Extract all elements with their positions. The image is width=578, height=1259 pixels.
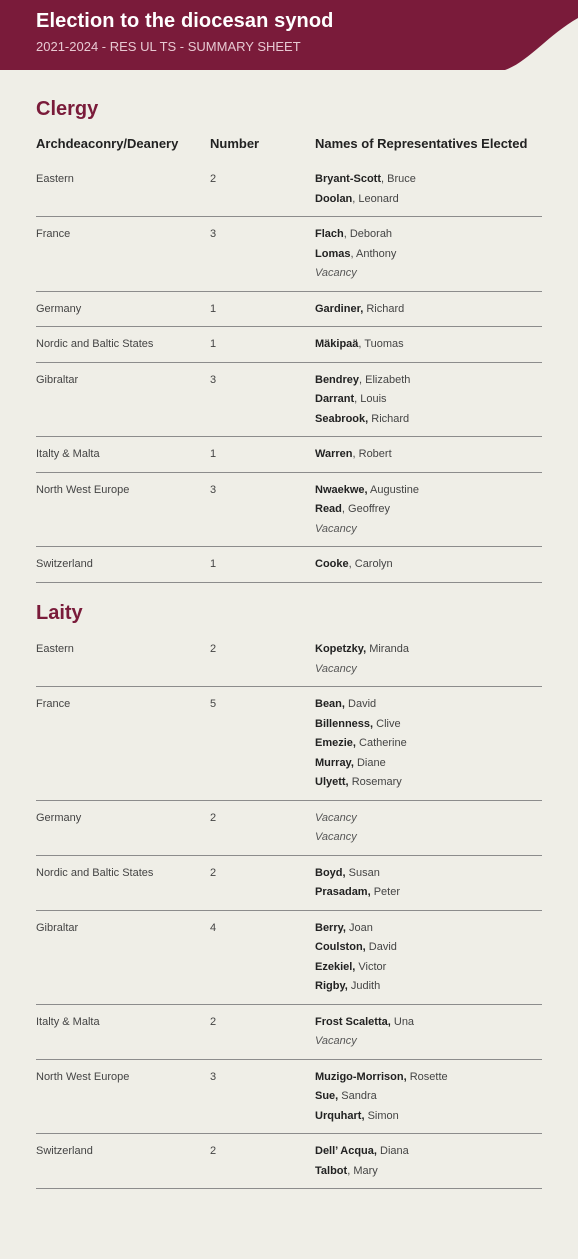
given-name: Clive xyxy=(376,717,401,730)
representative-name xyxy=(315,640,542,660)
representative-name xyxy=(315,1087,542,1107)
column-header-deanery: Archdeaconry/Deanery xyxy=(36,136,179,151)
surname: Sue, xyxy=(315,1090,339,1102)
given-name: Una xyxy=(393,1015,415,1028)
given-name: Robert xyxy=(358,448,392,460)
representative-name xyxy=(315,1162,542,1182)
name-separator: , xyxy=(352,448,359,460)
deanery-cell: Nordic and Baltic States xyxy=(36,338,154,350)
representatives-cell xyxy=(315,640,542,679)
representative-name xyxy=(315,335,542,355)
table-row xyxy=(36,292,542,328)
representative-name xyxy=(315,371,542,391)
surname: Billenness, xyxy=(315,717,374,730)
name-separator: , xyxy=(341,503,349,515)
representative-name xyxy=(315,828,542,848)
given-name: Sandra xyxy=(341,1090,377,1102)
deanery-cell: North West Europe xyxy=(36,1070,130,1083)
given-name: Joan xyxy=(349,921,373,934)
table-row xyxy=(36,1005,542,1060)
surname: Ezekiel, xyxy=(315,960,356,973)
name-separator: , xyxy=(350,247,356,260)
deanery-cell: France xyxy=(36,698,71,710)
representatives-cell xyxy=(315,1013,542,1052)
surname: Gardiner, xyxy=(315,302,364,315)
vacancy-label: Vacancy xyxy=(315,522,357,535)
given-name: Bruce xyxy=(387,173,416,185)
representatives-cell xyxy=(315,225,542,284)
surname: Prasadam, xyxy=(315,886,371,898)
surname: Frost Scaletta, xyxy=(315,1015,391,1028)
surname: Rigby, xyxy=(315,980,348,992)
deanery-cell: Eastern xyxy=(36,643,74,655)
representatives-cell xyxy=(315,371,542,430)
representative-name xyxy=(315,883,542,903)
given-name: Diane xyxy=(356,756,386,769)
representative-name xyxy=(315,958,542,978)
given-name: Rosette xyxy=(409,1070,448,1083)
representative-name xyxy=(315,864,542,884)
number-cell: 3 xyxy=(210,228,217,240)
representatives-cell xyxy=(315,1068,542,1127)
representative-name xyxy=(315,938,542,958)
representatives-cell xyxy=(315,445,542,465)
number-cell: 2 xyxy=(210,173,217,185)
representatives-cell xyxy=(315,481,542,540)
number-cell: 2 xyxy=(210,1145,217,1157)
table-row xyxy=(36,687,542,801)
representative-name xyxy=(315,809,542,829)
given-name: Anthony xyxy=(355,247,397,260)
surname: Dell’ Acqua, xyxy=(315,1145,377,1157)
representative-name xyxy=(315,170,542,190)
representative-name xyxy=(315,695,542,715)
surname: Berry, xyxy=(315,921,346,934)
given-name: Judith xyxy=(350,980,381,992)
representatives-cell xyxy=(315,864,542,903)
number-cell: 1 xyxy=(210,558,217,570)
given-name: Richard xyxy=(371,412,410,425)
vacancy-label: Vacancy xyxy=(315,811,357,824)
representative-name xyxy=(315,520,542,540)
given-name: Richard xyxy=(366,302,405,315)
column-header-number: Number xyxy=(210,136,260,151)
given-name: Peter xyxy=(373,886,401,898)
representatives-cell xyxy=(315,1142,542,1181)
vacancy-label: Vacancy xyxy=(315,267,357,279)
vacancy-label: Vacancy xyxy=(315,662,357,675)
deanery-cell: Gibraltar xyxy=(36,373,79,386)
table-row xyxy=(36,217,542,292)
table-row xyxy=(36,856,542,911)
surname: Emezie, xyxy=(315,737,356,749)
deanery-cell: Eastern xyxy=(36,173,74,185)
laity-table xyxy=(36,632,542,1189)
surname: Boyd, xyxy=(315,866,346,879)
representative-name xyxy=(315,410,542,430)
page-title: Election to the diocesan synod xyxy=(36,10,334,32)
number-cell: 5 xyxy=(210,698,217,710)
given-name: Carolyn xyxy=(354,558,393,570)
vacancy-label: Vacancy xyxy=(315,831,357,843)
deanery-cell: North West Europe xyxy=(36,483,130,496)
given-name: Miranda xyxy=(369,643,409,655)
name-separator: , xyxy=(359,373,366,386)
given-name: Diana xyxy=(380,1145,409,1157)
deanery-cell: Switzerland xyxy=(36,558,93,570)
given-name: Louis xyxy=(360,393,387,405)
given-name: Elizabeth xyxy=(365,373,411,386)
representative-name xyxy=(315,977,542,997)
representative-name xyxy=(315,754,542,774)
table-row xyxy=(36,473,542,548)
representative-name xyxy=(315,1068,542,1088)
table-row xyxy=(36,911,542,1005)
number-cell: 1 xyxy=(210,338,217,350)
given-name: Tuomas xyxy=(364,338,404,350)
deanery-cell: Italty & Malta xyxy=(36,448,100,460)
deanery-cell: Germany xyxy=(36,811,82,824)
table-row xyxy=(36,437,542,473)
deanery-cell: Germany xyxy=(36,302,82,315)
representative-name xyxy=(315,919,542,939)
name-separator: , xyxy=(381,173,388,185)
table-row xyxy=(36,1060,542,1135)
representative-name xyxy=(315,715,542,735)
surname: Doolan xyxy=(315,192,353,205)
name-separator: , xyxy=(352,192,359,205)
number-cell: 1 xyxy=(210,448,217,460)
given-name: Leonard xyxy=(358,192,399,205)
representative-name xyxy=(315,1013,542,1033)
representatives-cell xyxy=(315,300,542,320)
name-separator: , xyxy=(358,338,365,350)
representative-name xyxy=(315,264,542,284)
given-name: David xyxy=(348,698,377,710)
clergy-section-title: Clergy xyxy=(36,98,99,120)
given-name: Catherine xyxy=(359,737,407,749)
representative-name xyxy=(315,190,542,210)
header-banner xyxy=(0,0,578,70)
surname: Nwaekwe, xyxy=(315,483,368,496)
number-cell: 3 xyxy=(210,373,217,386)
given-name: Victor xyxy=(358,960,387,973)
vacancy-label: Vacancy xyxy=(315,1035,357,1047)
name-separator: , xyxy=(347,1164,354,1177)
representative-name xyxy=(315,500,542,520)
representatives-cell xyxy=(315,170,542,209)
surname: Kopetzky, xyxy=(315,643,367,655)
surname: Read xyxy=(315,503,342,515)
table-row xyxy=(36,1134,542,1189)
representative-name xyxy=(315,773,542,793)
table-row xyxy=(36,327,542,363)
surname: Mäkipaä xyxy=(315,338,359,350)
surname: Warren xyxy=(315,448,353,460)
representatives-cell xyxy=(315,335,542,355)
column-header-names: Names of Representatives Elected xyxy=(315,136,528,151)
representatives-cell xyxy=(315,695,542,793)
representative-name xyxy=(315,734,542,754)
number-cell: 2 xyxy=(210,643,217,655)
surname: Cooke xyxy=(315,558,349,570)
representative-name xyxy=(315,1032,542,1052)
page-subtitle: 2021-2024 - RES UL TS - SUMMARY SHEET xyxy=(36,39,301,54)
name-separator: , xyxy=(354,393,361,405)
table-row xyxy=(36,632,542,687)
number-cell: 2 xyxy=(210,811,217,824)
surname: Bendrey xyxy=(315,373,360,386)
representative-name xyxy=(315,481,542,501)
number-cell: 1 xyxy=(210,302,217,315)
surname: Coulston, xyxy=(315,941,366,953)
table-row xyxy=(36,162,542,217)
name-separator: , xyxy=(348,558,355,570)
table-row xyxy=(36,363,542,438)
surname: Bryant-Scott xyxy=(315,173,382,185)
representative-name xyxy=(315,1142,542,1162)
surname: Seabrook, xyxy=(315,412,369,425)
number-cell: 2 xyxy=(210,1015,217,1028)
deanery-cell: Switzerland xyxy=(36,1145,93,1157)
deanery-cell: France xyxy=(36,228,71,240)
representative-name xyxy=(315,1107,542,1127)
given-name: Rosemary xyxy=(351,776,402,788)
deanery-cell: Gibraltar xyxy=(36,921,79,934)
representative-name xyxy=(315,555,542,575)
representative-name xyxy=(315,660,542,680)
surname: Flach xyxy=(315,228,344,240)
deanery-cell: Italty & Malta xyxy=(36,1015,100,1028)
surname: Talbot xyxy=(315,1164,348,1177)
representatives-cell xyxy=(315,809,542,848)
number-cell: 2 xyxy=(210,866,217,879)
given-name: Susan xyxy=(348,866,380,879)
representatives-cell xyxy=(315,555,542,575)
deanery-cell: Nordic and Baltic States xyxy=(36,866,154,879)
given-name: Mary xyxy=(353,1164,378,1177)
table-row xyxy=(36,547,542,583)
representatives-cell xyxy=(315,919,542,997)
given-name: Geoffrey xyxy=(348,503,391,515)
number-cell: 4 xyxy=(210,921,217,934)
surname: Darrant xyxy=(315,393,355,405)
given-name: Deborah xyxy=(349,228,393,240)
representative-name xyxy=(315,225,542,245)
surname: Lomas xyxy=(315,247,351,260)
surname: Urquhart, xyxy=(315,1109,365,1122)
given-name: Simon xyxy=(367,1109,399,1122)
surname: Murray, xyxy=(315,756,354,769)
surname: Muzigo-Morrison, xyxy=(315,1070,407,1083)
number-cell: 3 xyxy=(210,1070,217,1083)
surname: Bean, xyxy=(315,698,345,710)
clergy-table xyxy=(36,162,542,583)
given-name: David xyxy=(368,941,397,953)
representative-name xyxy=(315,445,542,465)
table-row xyxy=(36,801,542,856)
number-cell: 3 xyxy=(210,483,217,496)
representative-name xyxy=(315,390,542,410)
name-separator: , xyxy=(343,228,350,240)
given-name: Augustine xyxy=(370,483,419,496)
laity-section-title: Laity xyxy=(36,602,83,624)
representative-name xyxy=(315,245,542,265)
representative-name xyxy=(315,300,542,320)
surname: Ulyett, xyxy=(315,776,349,788)
